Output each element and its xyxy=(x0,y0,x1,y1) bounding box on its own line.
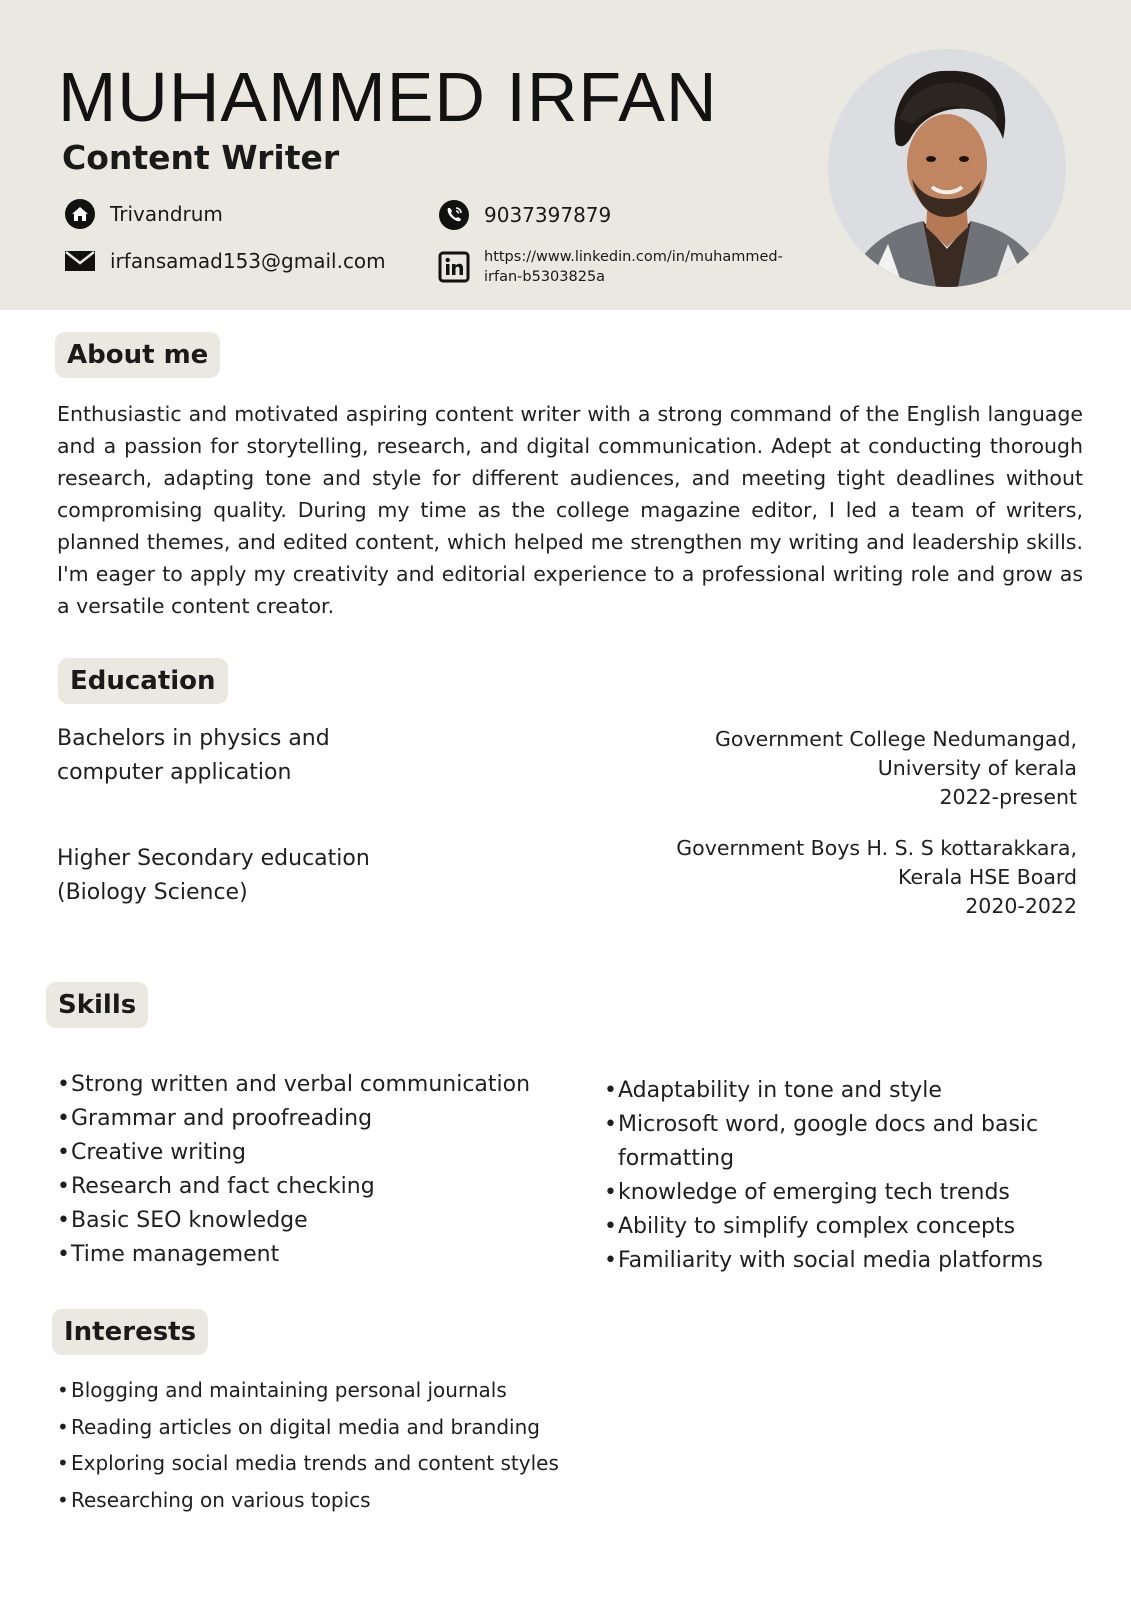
institution-line: University of kerala xyxy=(877,756,1077,780)
list-item: • Researching on various topics xyxy=(57,1482,617,1519)
institution-line: Government College Nedumangad, xyxy=(715,727,1077,751)
list-item: • Reading articles on digital media and branding xyxy=(57,1409,617,1446)
interests-list xyxy=(57,1372,617,1518)
candidate-name: MUHAMMED IRFAN xyxy=(58,58,718,136)
education-years: 2022-present xyxy=(939,785,1077,809)
degree-line: Bachelors in physics and xyxy=(57,726,330,751)
candidate-role: Content Writer xyxy=(62,138,340,177)
list-item: • Grammar and proofreading xyxy=(57,1102,557,1136)
profile-photo xyxy=(828,49,1066,287)
list-item: • Time management xyxy=(57,1238,557,1272)
list-item: • Creative writing xyxy=(57,1136,557,1170)
list-item: • Strong written and verbal communication xyxy=(57,1068,557,1102)
mail-icon xyxy=(64,245,96,277)
institution-line: Kerala HSE Board xyxy=(898,865,1077,889)
contact-phone[interactable] xyxy=(438,199,611,231)
list-item: • Research and fact checking xyxy=(57,1170,557,1204)
institution-line: Government Boys H. S. S kottarakkara, xyxy=(676,836,1077,860)
education-heading: Education xyxy=(58,658,228,704)
education-institution-2 xyxy=(577,834,1077,921)
skills-list-left xyxy=(57,1068,557,1272)
education-degree-2 xyxy=(57,842,457,910)
email-text[interactable]: irfansamad153@gmail.com xyxy=(110,249,386,273)
interests-heading: Interests xyxy=(52,1309,208,1355)
degree-line: Higher Secondary education xyxy=(57,846,370,871)
skills-heading: Skills xyxy=(46,982,148,1028)
degree-line: computer application xyxy=(57,760,292,785)
list-item: • knowledge of emerging tech trends xyxy=(604,1176,1064,1210)
phone-icon xyxy=(438,199,470,231)
list-item: • Ability to simplify complex concepts xyxy=(604,1210,1064,1244)
linkedin-url[interactable]: https://www.linkedin.com/in/muhammed-irfan-b5303825a xyxy=(484,249,783,285)
list-item: • Microsoft word, google docs and basic formatting xyxy=(604,1108,1064,1176)
education-institution-1 xyxy=(577,725,1077,812)
linkedin-icon xyxy=(438,251,470,283)
list-item: • Blogging and maintaining personal journals xyxy=(57,1372,617,1409)
about-text: Enthusiastic and motivated aspiring content writer with a strong command of the English language and a passion for storytelling, research, and digital communication. Adept at conducting thorough research, adapting tone and style for different audiences, and meeting tight deadlines without compromising quality. During my time as the college magazine editor, I led a team of writers, planned themes, and edited content, which helped me strengthen my writing and leadership skills. I'm eager to apply my creativity and editorial experience to a professional writing role and grow as a versatile content creator. xyxy=(57,402,1083,618)
education-degree-1 xyxy=(57,722,457,790)
education-years: 2020-2022 xyxy=(965,894,1077,918)
home-icon xyxy=(64,198,96,230)
phone-text[interactable]: 9037397879 xyxy=(484,203,612,227)
list-item: • Familiarity with social media platforms xyxy=(604,1244,1064,1278)
list-item: • Basic SEO knowledge xyxy=(57,1204,557,1238)
contact-email[interactable] xyxy=(64,245,386,277)
list-item: • Exploring social media trends and content styles xyxy=(57,1445,617,1482)
location-text: Trivandrum xyxy=(110,202,223,226)
degree-line: (Biology Science) xyxy=(57,880,248,905)
about-heading: About me xyxy=(55,332,220,378)
contact-location xyxy=(64,198,223,230)
list-item: • Adaptability in tone and style xyxy=(604,1074,1064,1108)
skills-list-right xyxy=(604,1074,1064,1278)
contact-linkedin[interactable] xyxy=(438,247,784,287)
